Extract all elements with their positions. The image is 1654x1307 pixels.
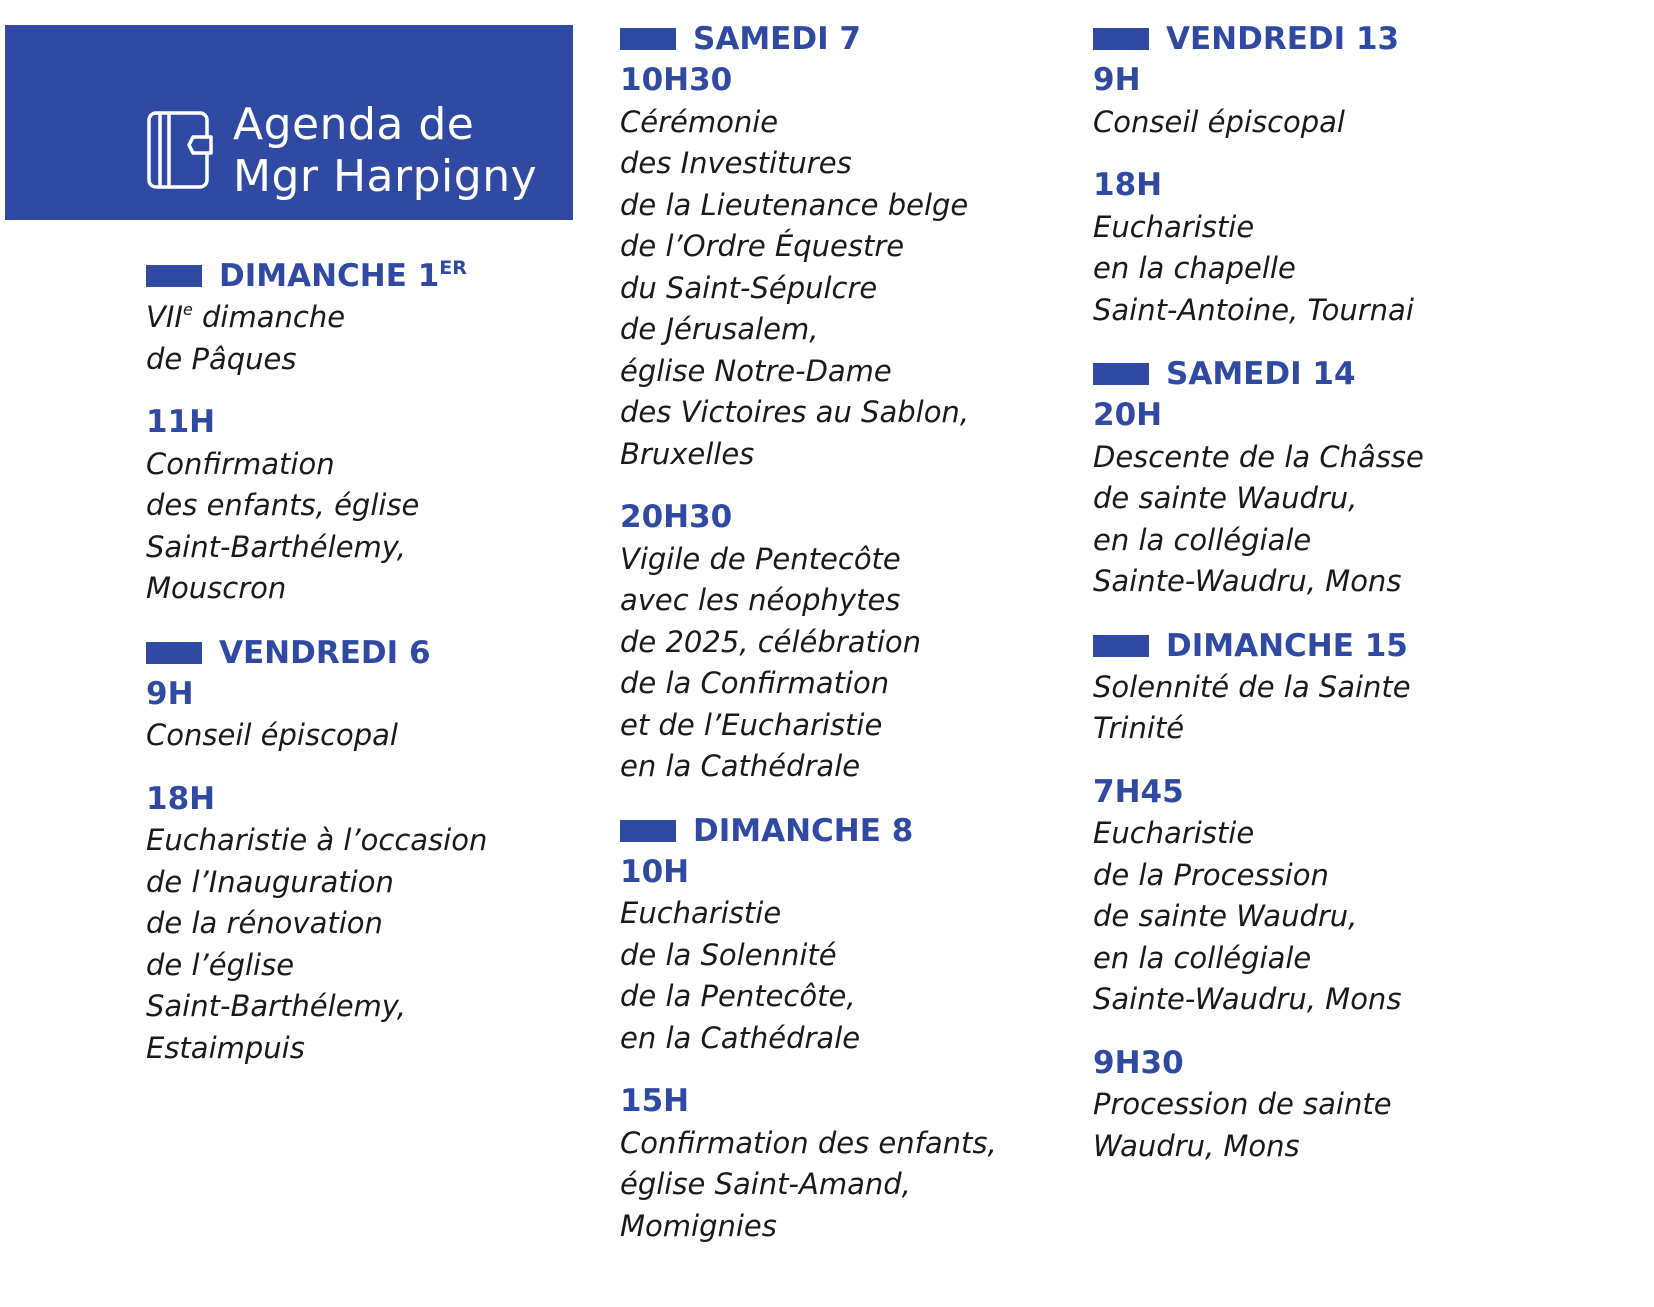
event-line: de sainte Waudru,	[1093, 899, 1358, 933]
agenda-event	[620, 497, 997, 788]
event-time: 18H	[1093, 167, 1163, 203]
event-line: Bruxelles	[620, 436, 755, 471]
event-line: Eucharistie	[620, 896, 782, 930]
day-label: DIMANCHE 1	[219, 258, 440, 294]
agenda-event	[1093, 395, 1424, 603]
day-label: SAMEDI 7	[693, 21, 861, 57]
day-marker-bar	[1093, 635, 1149, 657]
event-line: Cérémonie	[620, 104, 779, 139]
agenda-event	[146, 674, 487, 757]
event-time: 18H	[146, 780, 216, 817]
event-line: de la rénovation	[146, 906, 383, 940]
event-line: Descente de la Châsse	[1093, 439, 1424, 474]
event-time: 20H	[1093, 397, 1163, 433]
event-line: Confirmation	[146, 446, 335, 481]
agenda-event	[146, 779, 487, 1070]
agenda-event	[146, 402, 487, 610]
event-line: Eucharistie à l’occasion	[146, 823, 488, 857]
event-line: Conseil épiscopal	[1093, 104, 1345, 139]
agenda-event	[1093, 1043, 1424, 1168]
event-line: de la Solennité	[620, 937, 837, 972]
day-heading-dimanche-8	[620, 810, 997, 852]
event-time: 10H30	[620, 62, 733, 98]
day-heading-dimanche-15	[1093, 625, 1424, 667]
agenda-event	[620, 1081, 997, 1247]
event-line: des Investitures	[620, 146, 852, 180]
event-line: Procession de sainte	[1093, 1087, 1392, 1121]
agenda-event	[1093, 60, 1424, 143]
event-line: Estaimpuis	[146, 1030, 305, 1065]
agenda-title-line2: Mgr Harpigny	[233, 151, 538, 202]
event-time: 9H	[1093, 62, 1141, 98]
event-line: en la collégiale	[1093, 940, 1312, 975]
day-marker-bar	[1093, 363, 1149, 385]
event-line: en la Cathédrale	[620, 1020, 861, 1055]
event-line: Saint-Barthélemy,	[146, 529, 406, 564]
day-heading-samedi-14	[1093, 353, 1424, 395]
event-line: de 2025, célébration	[620, 624, 922, 659]
event-line: de l’église	[146, 947, 295, 982]
event-time: 11H	[146, 404, 216, 440]
event-line: avec les néophytes	[620, 583, 901, 617]
day-label-sup: ER	[439, 257, 467, 279]
day-description-line: VIIe dimanche	[146, 300, 346, 334]
day-label: DIMANCHE 8	[693, 812, 914, 849]
agenda-event	[1093, 165, 1424, 331]
event-line: Saint-Antoine, Tournai	[1093, 292, 1414, 327]
agenda-header	[5, 25, 573, 220]
day-label: VENDREDI 13	[1166, 21, 1400, 57]
event-line: église Saint-Amand,	[620, 1167, 911, 1201]
agenda-event	[1093, 772, 1424, 1021]
day-marker-bar	[146, 642, 202, 664]
event-line: de sainte Waudru,	[1093, 481, 1358, 515]
event-line: Sainte-Waudru, Mons	[1093, 982, 1402, 1016]
event-line: Vigile de Pentecôte	[620, 541, 901, 576]
agenda-title-line1: Agenda de	[233, 99, 475, 150]
day-marker-bar	[146, 265, 202, 287]
event-line: Mouscron	[146, 571, 287, 605]
event-time: 7H45	[1093, 773, 1184, 810]
event-line: de la Confirmation	[620, 666, 890, 700]
event-time: 9H	[146, 675, 194, 712]
day-label: DIMANCHE 15	[1166, 627, 1408, 664]
day-description-line: Trinité	[1093, 711, 1185, 745]
event-line: église Notre-Dame	[620, 353, 892, 388]
agenda-column-3	[1093, 18, 1424, 1167]
event-line: Waudru, Mons	[1093, 1128, 1300, 1163]
agenda-title	[233, 99, 537, 203]
event-line: Confirmation des enfants,	[620, 1125, 997, 1160]
event-line: des Victoires au Sablon,	[620, 395, 970, 429]
event-line: de l’Inauguration	[146, 864, 394, 899]
agenda-event	[620, 60, 997, 475]
event-time: 9H30	[1093, 1044, 1184, 1081]
event-line: et de l’Eucharistie	[620, 707, 883, 742]
event-time: 10H	[620, 853, 690, 890]
agenda-event	[620, 852, 997, 1060]
event-line: de la Procession	[1093, 857, 1329, 892]
event-line: de la Pentecôte,	[620, 979, 856, 1013]
event-line: Conseil épiscopal	[146, 718, 398, 752]
event-line: Eucharistie	[1093, 209, 1255, 244]
event-line: Eucharistie	[1093, 816, 1255, 850]
day-description-line: de Pâques	[146, 341, 297, 376]
day-description	[1093, 667, 1424, 750]
event-time: 20H30	[620, 499, 733, 535]
event-line: en la Cathédrale	[620, 749, 861, 783]
event-line: de Jérusalem,	[620, 312, 819, 346]
agenda-column-2	[620, 18, 997, 1247]
day-marker-bar	[620, 820, 676, 842]
day-heading-vendredi-13	[1093, 18, 1424, 60]
event-line: de la Lieutenance belge	[620, 187, 969, 222]
day-marker-bar	[620, 28, 676, 50]
event-line: des enfants, église	[146, 488, 420, 522]
day-description-line: Solennité de la Sainte	[1093, 669, 1411, 704]
agenda-book-icon	[145, 109, 215, 191]
event-line: du Saint-Sépulcre	[620, 270, 878, 305]
event-line: en la chapelle	[1093, 251, 1296, 285]
day-marker-bar	[1093, 28, 1149, 50]
event-line: Sainte-Waudru, Mons	[1093, 564, 1402, 598]
agenda-column-1	[146, 255, 487, 1069]
event-line: en la collégiale	[1093, 522, 1312, 557]
event-line: de l’Ordre Équestre	[620, 229, 905, 263]
event-time: 15H	[620, 1083, 690, 1119]
event-line: Momignies	[620, 1208, 777, 1243]
day-heading-dimanche-1	[146, 255, 487, 297]
day-label: VENDREDI 6	[219, 634, 431, 671]
day-heading-samedi-7	[620, 18, 997, 60]
day-heading-vendredi-6	[146, 632, 487, 674]
day-label: SAMEDI 14	[1166, 356, 1356, 392]
day-description	[146, 297, 487, 380]
event-line: Saint-Barthélemy,	[146, 989, 406, 1023]
